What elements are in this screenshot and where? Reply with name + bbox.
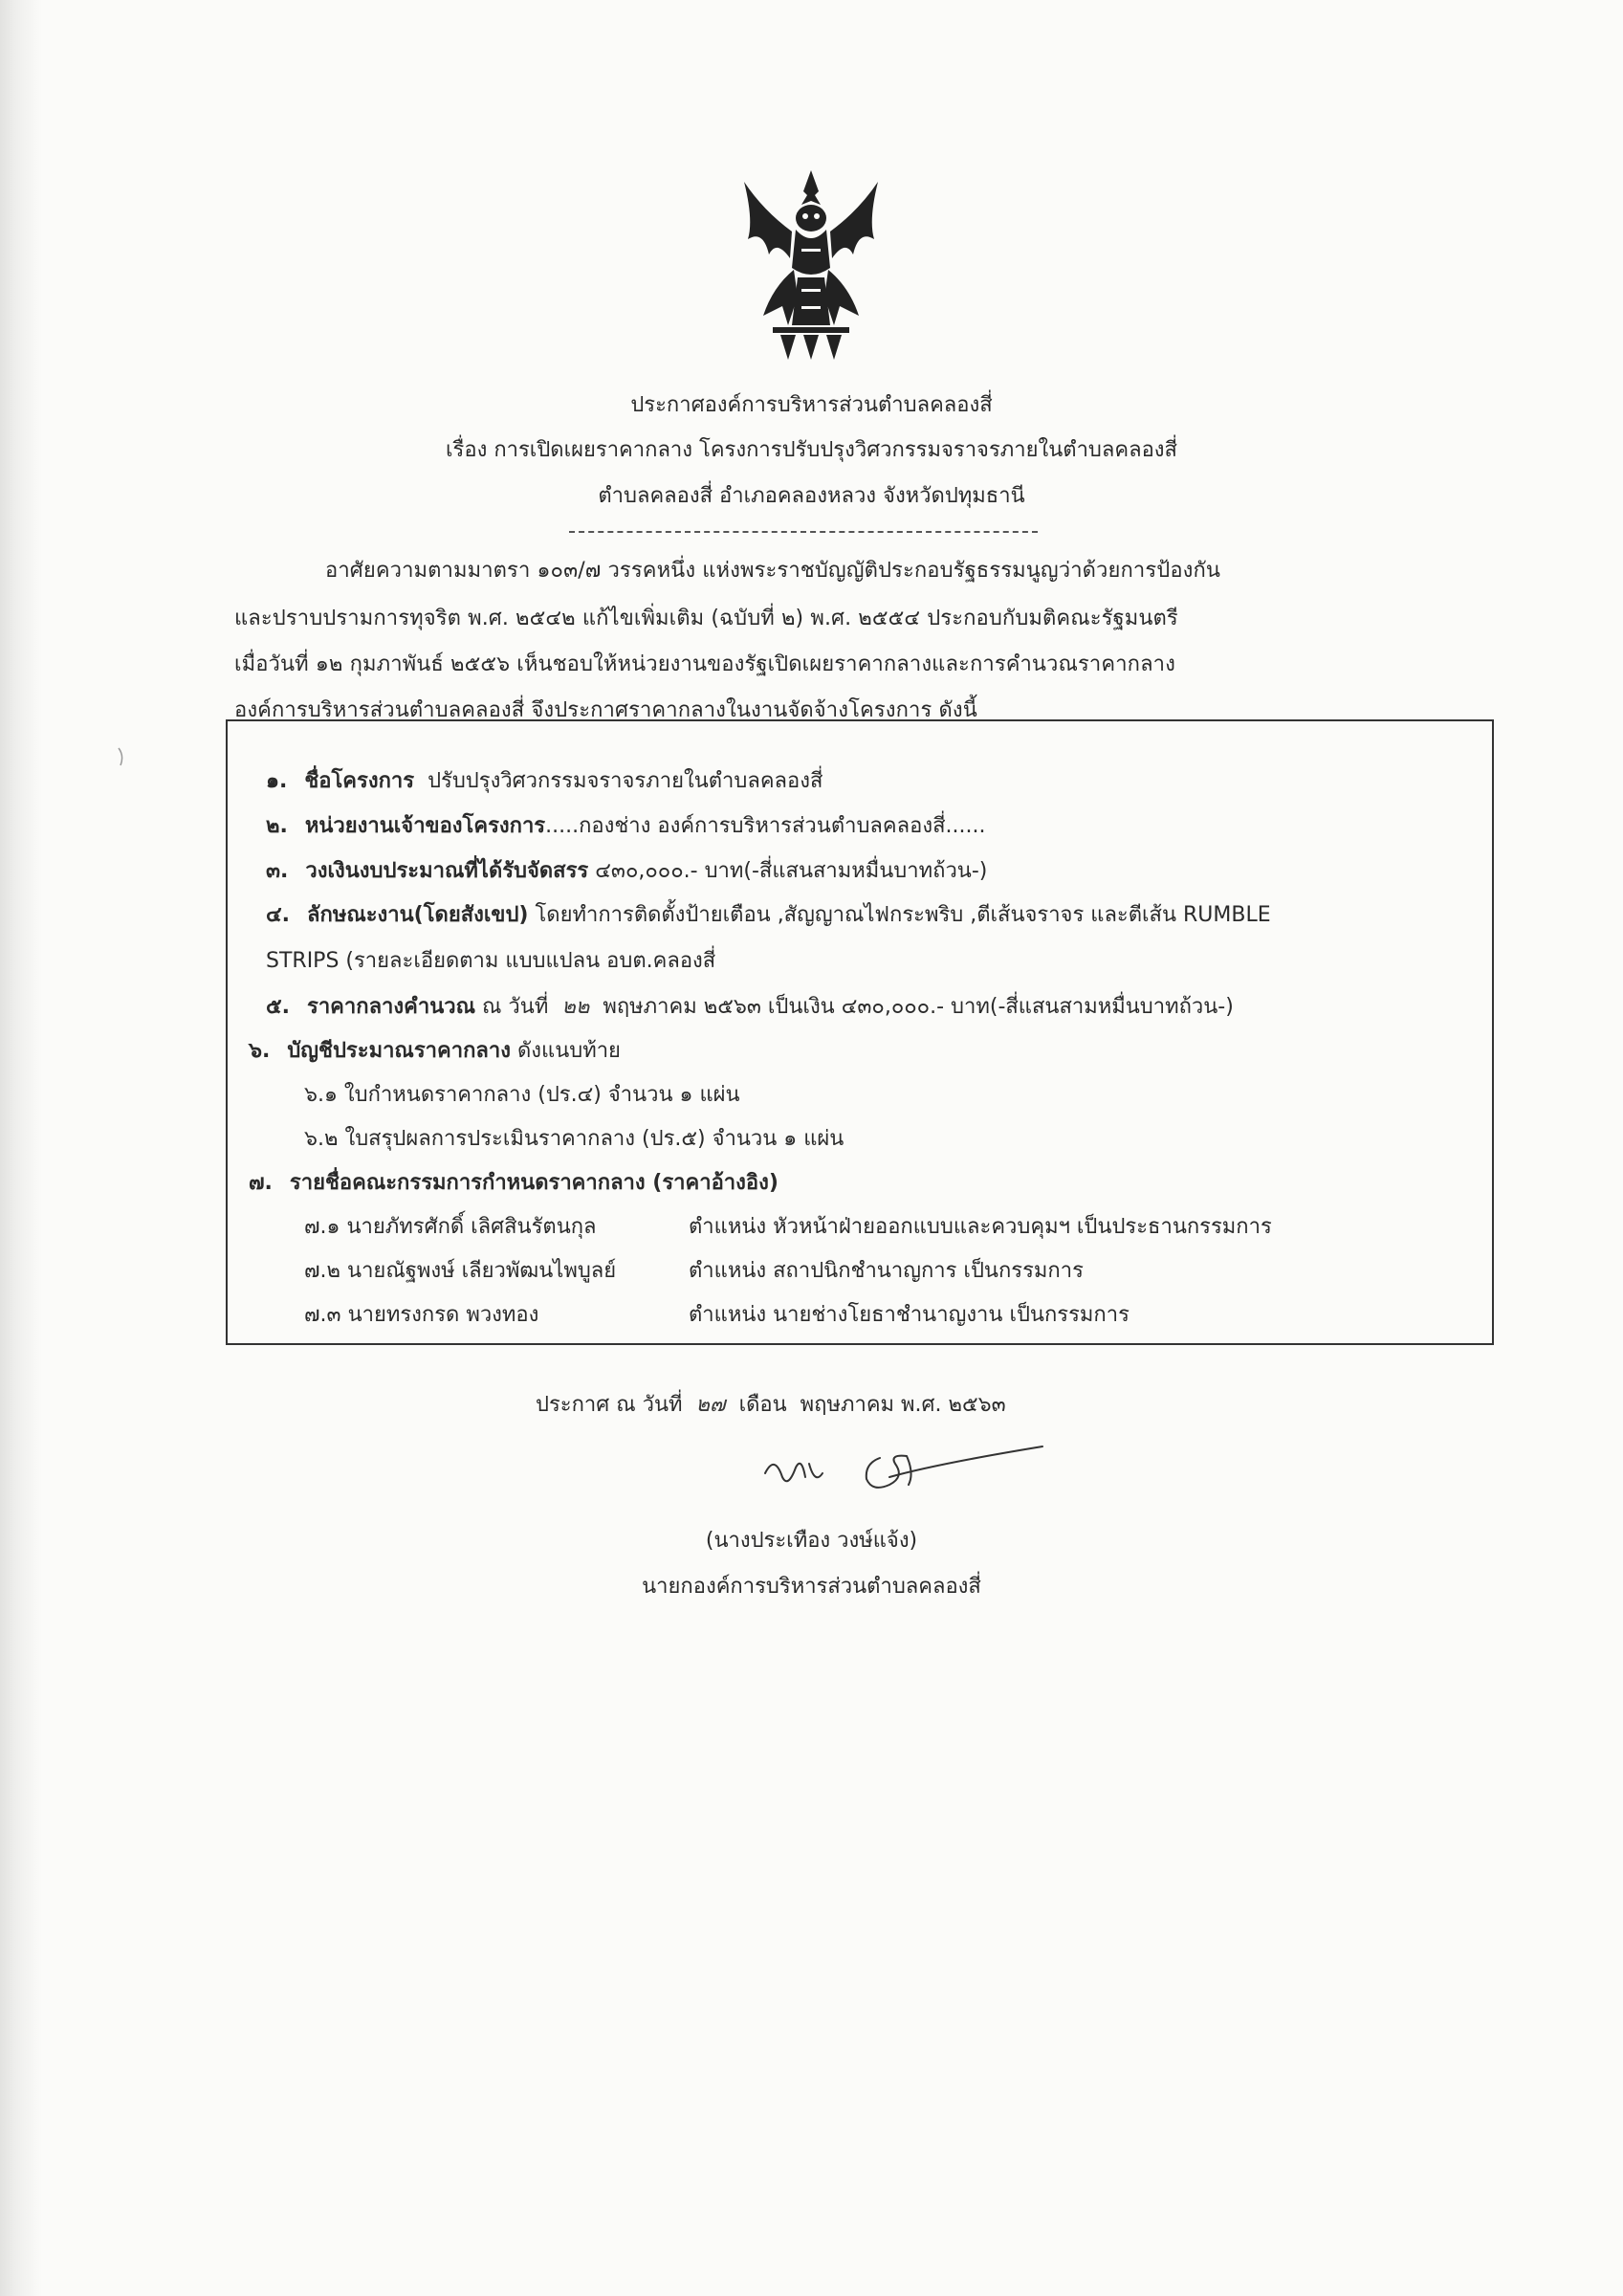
item-value: โดยทำการติดตั้งป้ายเตือน ,สัญญาณไฟกระพริบ ,ตีเส้นจราจร และตีเส้น RUMBLE (535, 903, 1271, 927)
item-value: ๔๓๐,๐๐๐.- บาท(-สี่แสนสามหมื่นบาทถ้วน-) (595, 859, 988, 883)
announcement-date (536, 1387, 1006, 1421)
item-work-description-cont: STRIPS (รายละเอียดตาม แบบแปลน อบต.คลองสี่ (266, 949, 716, 973)
announcement-title: ประกาศองค์การบริหารส่วนตำบลคลองสี่ (630, 393, 993, 417)
announcement-subject: เรื่อง การเปิดเผยราคากลาง โครงการปรับปรุงวิศวกรรมจราจรภายในตำบลคลองสี่ (446, 438, 1177, 462)
margin-scan-mark (117, 746, 126, 767)
item-label: หน่วยงานเจ้าของโครงการ (304, 814, 546, 838)
committee-member-name: ๗.๓ นายทรงกรด พวงทอง (304, 1303, 539, 1327)
committee-member-name: ๗.๒ นายณัฐพงษ์ เลียวพัฒนไพบูลย์ (304, 1259, 617, 1283)
subitem-pr4: ๖.๑ ใบกำหนดราคากลาง (ปร.๔) จำนวน ๑ แผ่น (304, 1083, 740, 1107)
announcement-location: ตำบลคลองสี่ อำเภอคลองหลวง จังหวัดปทุมธานี (598, 484, 1025, 508)
item-number: ๑. (266, 769, 288, 793)
item-budget (266, 853, 987, 887)
signer-name: (นางประเทือง วงษ์แจ้ง) (705, 1529, 918, 1553)
item-number: ๔. (266, 903, 291, 927)
month-label: เดือน (738, 1393, 787, 1417)
item-number: ๗. (249, 1171, 273, 1195)
item-owner-agency (266, 808, 985, 842)
item-median-price (266, 989, 1234, 1023)
item-number: ๒. (266, 814, 288, 838)
item-value: .....กองช่าง องค์การบริหารส่วนตำบลคลองสี่...... (545, 814, 986, 838)
handwritten-day: ๒๒ (561, 995, 590, 1019)
item-project-name (266, 763, 822, 797)
signer-title: นายกองค์การบริหารส่วนตำบลคลองสี่ (642, 1575, 981, 1599)
preamble-line-1: อาศัยความตามมาตรา ๑๐๓/๗ วรรคหนึ่ง แห่งพระราชบัญญัติประกอบรัฐธรรมนูญว่าด้วยการป้องกัน (325, 559, 1221, 583)
item-date-prefix: ณ วันที่ (482, 995, 549, 1019)
item-value: ดังแนบท้าย (516, 1039, 621, 1063)
item-label: วงเงินงบประมาณที่ได้รับจัดสรร (305, 859, 589, 883)
item-label: ลักษณะงาน(โดยสังเขป) (307, 903, 529, 927)
committee-member-position: ตำแหน่ง สถาปนิกชำนาญการ เป็นกรรมการ (689, 1259, 1084, 1283)
item-number: ๖. (249, 1039, 271, 1063)
header-divider (569, 531, 1038, 533)
signature-mark (746, 1435, 1052, 1512)
committee-member-position: ตำแหน่ง นายช่างโยธาชำนาญงาน เป็นกรรมการ (689, 1303, 1130, 1327)
item-label: บัญชีประมาณราคากลาง (287, 1039, 511, 1063)
committee-member-position: ตำแหน่ง หัวหน้าฝ่ายออกแบบและควบคุมฯ เป็นประธานกรรมการ (689, 1215, 1272, 1239)
scan-edge-shadow (0, 0, 42, 2296)
month-year: พฤษภาคม พ.ศ. ๒๕๖๓ (800, 1393, 1006, 1417)
item-label: รายชื่อคณะกรรมการกำหนดราคากลาง (ราคาอ้างอิง) (289, 1171, 779, 1195)
item-label: ราคากลางคำนวณ (307, 995, 476, 1019)
preamble-line-3: เมื่อวันที่ ๑๒ กุมภาพันธ์ ๒๕๕๖ เห็นชอบให้หน่วยงานของรัฐเปิดเผยราคากลางและการคำนวณราคากลาง (234, 652, 1175, 676)
committee-member-name: ๗.๑ นายภัทรศักดิ์ เลิศสินรัตนกุล (304, 1215, 597, 1239)
item-committee (249, 1165, 779, 1199)
item-label: ชื่อโครงการ (304, 769, 415, 793)
item-number: ๓. (266, 859, 289, 883)
garuda-emblem-icon (735, 163, 888, 364)
date-prefix: ประกาศ ณ วันที่ (536, 1393, 683, 1417)
preamble-line-4: องค์การบริหารส่วนตำบลคลองสี่ จึงประกาศราคากลางในงานจัดจ้างโครงการ ดังนี้ (234, 698, 977, 722)
item-value: ปรับปรุงวิศวกรรมจราจรภายในตำบลคลองสี่ (428, 769, 823, 793)
item-number: ๕. (266, 995, 291, 1019)
item-work-description (266, 897, 1271, 931)
handwritten-day: ๒๗ (695, 1393, 726, 1417)
item-value: พฤษภาคม ๒๕๖๓ เป็นเงิน ๔๓๐,๐๐๐.- บาท(-สี่แสนสามหมื่นบาทถ้วน-) (603, 995, 1234, 1019)
item-price-list (249, 1033, 621, 1067)
preamble-line-2: และปราบปรามการทุจริต พ.ศ. ๒๕๔๒ แก้ไขเพิ่มเติม (ฉบับที่ ๒) พ.ศ. ๒๕๕๔ ประกอบกับมติคณะรัฐมนตรี (234, 607, 1178, 630)
subitem-pr5: ๖.๒ ใบสรุปผลการประเมินราคากลาง (ปร.๕) จำนวน ๑ แผ่น (304, 1127, 844, 1151)
